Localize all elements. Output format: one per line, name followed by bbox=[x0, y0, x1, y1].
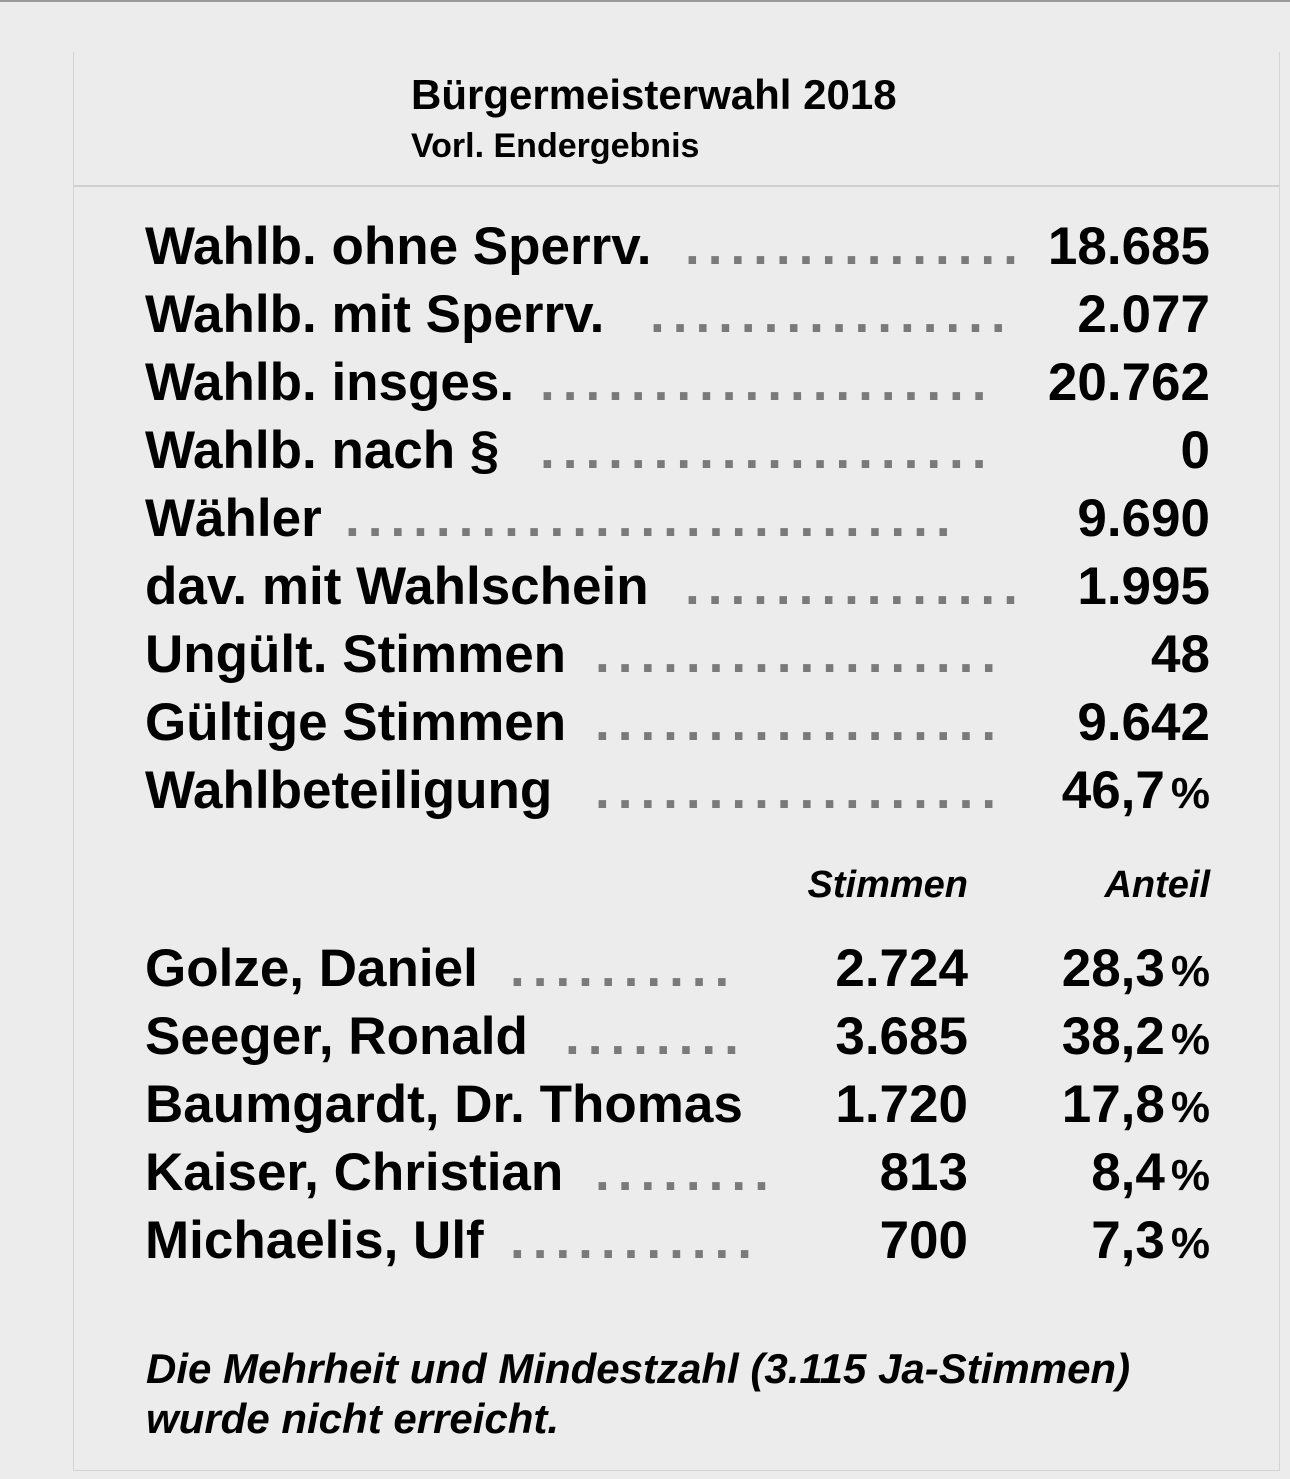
candidate-row bbox=[145, 1074, 1210, 1136]
note-line-2: wurde nicht erreicht. bbox=[146, 1395, 560, 1442]
summary-row-turnout bbox=[145, 760, 1210, 822]
summary-row-valid bbox=[145, 692, 1210, 754]
summary-label: Gültige Stimmen bbox=[145, 693, 567, 752]
summary-row-eligible-without-block bbox=[145, 216, 1210, 278]
candidate-name: Kaiser, Christian bbox=[145, 1143, 564, 1202]
summary-row-voters bbox=[145, 488, 1210, 550]
summary-row-eligible-paragraph bbox=[145, 420, 1210, 482]
candidate-share bbox=[1091, 1142, 1210, 1207]
candidate-row bbox=[145, 1142, 1210, 1204]
leader-dots: .......... bbox=[510, 939, 738, 998]
summary-row-postal bbox=[145, 556, 1210, 618]
percent-sign: % bbox=[1170, 1083, 1210, 1132]
candidate-votes: 3.685 bbox=[835, 1007, 968, 1066]
share-value: 38,2 bbox=[1061, 1007, 1165, 1066]
results-header bbox=[74, 52, 1279, 187]
leader-dots: .................... bbox=[540, 353, 995, 412]
note-line-1: Die Mehrheit und Mindestzahl (3.115 Ja-Stimmen) bbox=[146, 1345, 1131, 1392]
summary-value bbox=[1062, 760, 1210, 825]
candidate-votes: 700 bbox=[879, 1211, 968, 1270]
summary-value: 0 bbox=[1180, 421, 1210, 480]
summary-label: Wahlb. mit Sperrv. bbox=[145, 285, 605, 344]
candidate-share bbox=[1062, 938, 1210, 1003]
summary-value: 1.995 bbox=[1077, 557, 1210, 616]
candidate-row bbox=[145, 1210, 1210, 1272]
summary-label: Wähler bbox=[145, 489, 322, 548]
candidate-votes: 1.720 bbox=[835, 1075, 968, 1134]
summary-label: dav. mit Wahlschein bbox=[145, 557, 649, 616]
percent-sign: % bbox=[1170, 947, 1210, 996]
summary-value: 9.642 bbox=[1077, 693, 1210, 752]
leader-dots: .................. bbox=[595, 625, 1005, 684]
top-rule bbox=[0, 0, 1290, 2]
leader-dots: .................. bbox=[595, 693, 1005, 752]
summary-row-eligible-with-block bbox=[145, 284, 1210, 346]
percent-sign: % bbox=[1170, 769, 1210, 818]
leader-dots: ............... bbox=[685, 217, 1026, 276]
turnout-value: 46,7 bbox=[1061, 761, 1165, 820]
leader-dots: .................. bbox=[595, 761, 1005, 820]
summary-label: Wahlb. insges. bbox=[145, 353, 515, 412]
leader-dots: ................ bbox=[650, 285, 1014, 344]
candidate-name: Baumgardt, Dr. Thomas bbox=[145, 1075, 743, 1134]
candidate-name: Seeger, Ronald bbox=[145, 1007, 528, 1066]
percent-sign: % bbox=[1170, 1015, 1210, 1064]
candidate-name: Michaelis, Ulf bbox=[145, 1211, 484, 1270]
candidate-share bbox=[1091, 1210, 1210, 1275]
summary-value: 2.077 bbox=[1077, 285, 1210, 344]
summary-label: Wahlbeteiligung bbox=[145, 761, 553, 820]
summary-label: Ungült. Stimmen bbox=[145, 625, 567, 684]
percent-sign: % bbox=[1170, 1219, 1210, 1268]
page-subtitle: Vorl. Endergebnis bbox=[411, 127, 700, 165]
leader-dots: ........................... bbox=[345, 489, 959, 548]
summary-row-invalid bbox=[145, 624, 1210, 686]
summary-value: 20.762 bbox=[1047, 353, 1210, 412]
page-title: Bürgermeisterwahl 2018 bbox=[411, 71, 897, 118]
result-note bbox=[146, 1344, 1256, 1444]
share-value: 8,4 bbox=[1091, 1143, 1165, 1202]
candidate-share bbox=[1062, 1006, 1210, 1071]
candidate-votes: 2.724 bbox=[835, 939, 968, 998]
column-header-votes: Stimmen bbox=[807, 864, 968, 906]
leader-dots: ........... bbox=[510, 1211, 760, 1270]
share-value: 28,3 bbox=[1061, 939, 1165, 998]
summary-value: 18.685 bbox=[1047, 217, 1210, 276]
column-header-share: Anteil bbox=[1104, 864, 1210, 906]
leader-dots: ........ bbox=[565, 1007, 747, 1066]
candidate-name: Golze, Daniel bbox=[145, 939, 478, 998]
leader-dots: ............... bbox=[685, 557, 1026, 616]
summary-label: Wahlb. nach § bbox=[145, 421, 500, 480]
percent-sign: % bbox=[1170, 1151, 1210, 1200]
share-value: 17,8 bbox=[1061, 1075, 1165, 1134]
summary-value: 9.690 bbox=[1077, 489, 1210, 548]
summary-value: 48 bbox=[1151, 625, 1210, 684]
candidate-row bbox=[145, 938, 1210, 1000]
candidate-votes: 813 bbox=[879, 1143, 968, 1202]
summary-label: Wahlb. ohne Sperrv. bbox=[145, 217, 652, 276]
candidate-row bbox=[145, 1006, 1210, 1068]
summary-row-eligible-total bbox=[145, 352, 1210, 414]
leader-dots: .................... bbox=[540, 421, 995, 480]
share-value: 7,3 bbox=[1091, 1211, 1165, 1270]
leader-dots: ........ bbox=[595, 1143, 777, 1202]
candidate-share bbox=[1062, 1074, 1210, 1139]
